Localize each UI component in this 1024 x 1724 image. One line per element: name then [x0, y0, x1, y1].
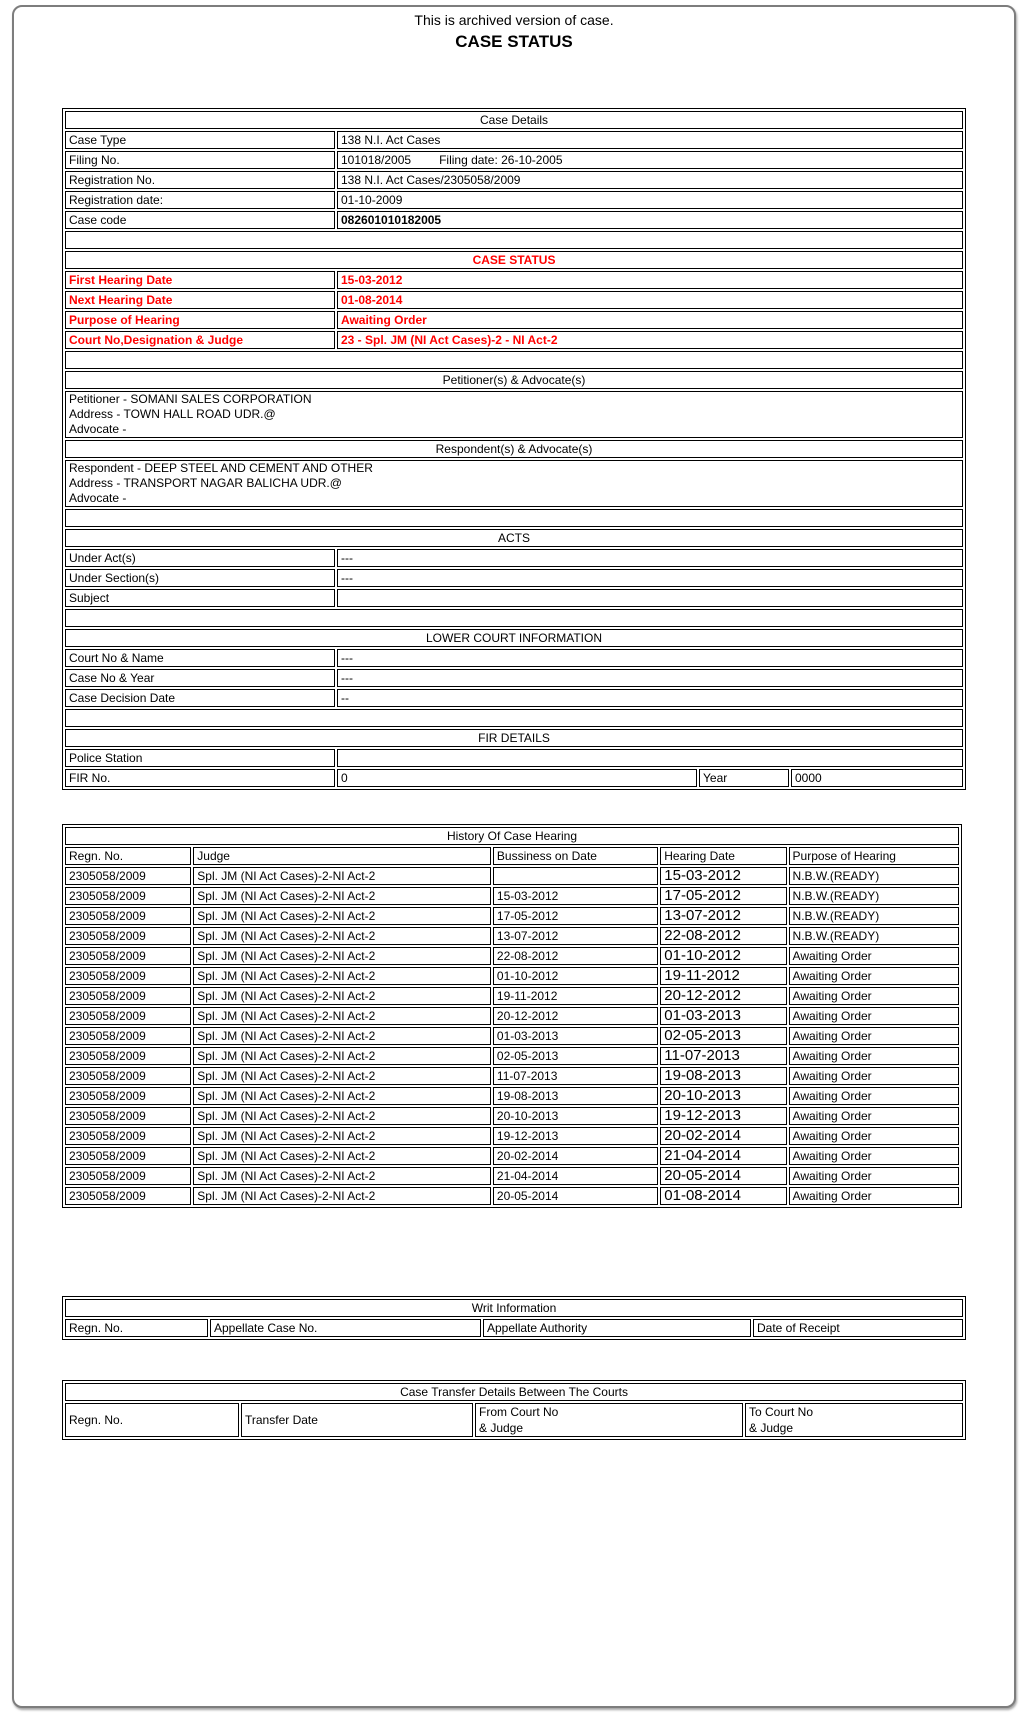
history-business-date-cell: 20-12-2012: [493, 1007, 658, 1025]
table-row: [65, 569, 963, 587]
case-details-header-row: [65, 111, 963, 129]
history-purpose-cell: Awaiting Order: [789, 1007, 959, 1025]
col-header-purpose: Purpose of Hearing: [789, 847, 959, 865]
page-title: CASE STATUS: [455, 32, 573, 51]
history-purpose-cell: Awaiting Order: [789, 1127, 959, 1145]
history-row: [65, 947, 959, 965]
spacer-cell: [65, 609, 963, 627]
to-court-line2: & Judge: [749, 1421, 794, 1435]
table-row: [65, 311, 963, 329]
spacer-cell: [65, 351, 963, 369]
history-hearing-date-cell: 20-02-2014: [660, 1127, 786, 1145]
history-row: [65, 1027, 959, 1045]
case-transfer-header: Case Transfer Details Between The Courts: [65, 1383, 963, 1401]
history-regn-cell: 2305058/2009: [65, 1107, 191, 1125]
respondent-row: [65, 460, 963, 507]
history-row: [65, 967, 959, 985]
history-hearing-date-cell: 11-07-2013: [660, 1047, 786, 1065]
court-no-name-label: Court No & Name: [65, 649, 335, 667]
history-hearing-date-cell: 17-05-2012: [660, 887, 786, 905]
history-hearing-date-cell: 19-12-2013: [660, 1107, 786, 1125]
table-row: [65, 211, 963, 229]
under-acts-value: ---: [337, 549, 963, 567]
table-row: [65, 191, 963, 209]
history-business-date-cell: 17-05-2012: [493, 907, 658, 925]
history-business-date-cell: 01-10-2012: [493, 967, 658, 985]
history-purpose-cell: Awaiting Order: [789, 1107, 959, 1125]
history-business-date-cell: 02-05-2013: [493, 1047, 658, 1065]
history-hearing-date-cell: 01-08-2014: [660, 1187, 786, 1205]
case-transfer-table: [62, 1380, 966, 1440]
history-judge-cell: Spl. JM (NI Act Cases)-2-NI Act-2: [193, 1107, 491, 1125]
col-header-to-court: [745, 1403, 963, 1437]
spacer-row: [65, 509, 963, 527]
history-row: [65, 927, 959, 945]
history-judge-cell: Spl. JM (NI Act Cases)-2-NI Act-2: [193, 987, 491, 1005]
history-purpose-cell: Awaiting Order: [789, 1067, 959, 1085]
history-row: [65, 1107, 959, 1125]
case-type-label: Case Type: [65, 131, 335, 149]
spacer-row: [65, 351, 963, 369]
case-status-header: CASE STATUS: [65, 251, 963, 269]
history-purpose-cell: Awaiting Order: [789, 947, 959, 965]
case-decision-date-label: Case Decision Date: [65, 689, 335, 707]
history-business-date-cell: 19-11-2012: [493, 987, 658, 1005]
history-purpose-cell: N.B.W.(READY): [789, 887, 959, 905]
case-main-table: [62, 108, 966, 790]
acts-header: ACTS: [65, 529, 963, 547]
history-hearing-date-cell: 20-10-2013: [660, 1087, 786, 1105]
col-header-appellate-case-no: Appellate Case No.: [210, 1319, 481, 1337]
first-hearing-date-value: 15-03-2012: [337, 271, 963, 289]
history-row: [65, 1147, 959, 1165]
col-header-hearing-date: Hearing Date: [660, 847, 786, 865]
history-row: [65, 1127, 959, 1145]
under-acts-label: Under Act(s): [65, 549, 335, 567]
respondent-address: Address - TRANSPORT NAGAR BALICHA UDR.@: [69, 476, 342, 490]
table-row: [65, 689, 963, 707]
case-no-year-value: ---: [337, 669, 963, 687]
history-of-case-hearing-table: [62, 824, 962, 1208]
history-purpose-cell: Awaiting Order: [789, 1027, 959, 1045]
table-row: [65, 669, 963, 687]
history-hearing-date-cell: 19-11-2012: [660, 967, 786, 985]
table-row: [65, 589, 963, 607]
under-sections-value: ---: [337, 569, 963, 587]
history-row: [65, 987, 959, 1005]
history-purpose-cell: Awaiting Order: [789, 1147, 959, 1165]
spacer-row: [65, 609, 963, 627]
history-row: [65, 1087, 959, 1105]
petitioner-header: Petitioner(s) & Advocate(s): [65, 371, 963, 389]
history-column-header-row: [65, 847, 959, 865]
history-hearing-date-cell: 19-08-2013: [660, 1067, 786, 1085]
col-header-from-court: [475, 1403, 743, 1437]
history-business-date-cell: 22-08-2012: [493, 947, 658, 965]
registration-no-label: Registration No.: [65, 171, 335, 189]
table-row: [65, 291, 963, 309]
transfer-column-header-row: [65, 1403, 963, 1437]
court-designation-judge-value: 23 - Spl. JM (NI Act Cases)-2 - NI Act-2: [337, 331, 963, 349]
respondent-header-row: [65, 440, 963, 458]
subject-label: Subject: [65, 589, 335, 607]
fir-header-row: [65, 729, 963, 747]
table-row: [65, 649, 963, 667]
respondent-block: [65, 460, 963, 507]
history-regn-cell: 2305058/2009: [65, 1007, 191, 1025]
writ-header-row: [65, 1299, 963, 1317]
history-row: [65, 887, 959, 905]
history-purpose-cell: N.B.W.(READY): [789, 867, 959, 885]
petitioner-header-row: [65, 371, 963, 389]
case-decision-date-value: --: [337, 689, 963, 707]
history-judge-cell: Spl. JM (NI Act Cases)-2-NI Act-2: [193, 1147, 491, 1165]
subject-value: [337, 589, 963, 607]
history-regn-cell: 2305058/2009: [65, 927, 191, 945]
case-code-value: 082601010182005: [337, 211, 963, 229]
history-regn-cell: 2305058/2009: [65, 1027, 191, 1045]
transfer-header-row: [65, 1383, 963, 1401]
under-sections-label: Under Section(s): [65, 569, 335, 587]
lower-court-header-row: [65, 629, 963, 647]
petitioner-row: [65, 391, 963, 438]
purpose-of-hearing-label: Purpose of Hearing: [65, 311, 335, 329]
petitioner-address: Address - TOWN HALL ROAD UDR.@: [69, 407, 276, 421]
history-business-date-cell: 21-04-2014: [493, 1167, 658, 1185]
spacer-cell: [65, 709, 963, 727]
history-business-date-cell: 01-03-2013: [493, 1027, 658, 1045]
history-regn-cell: 2305058/2009: [65, 1167, 191, 1185]
history-regn-cell: 2305058/2009: [65, 1187, 191, 1205]
history-judge-cell: Spl. JM (NI Act Cases)-2-NI Act-2: [193, 1067, 491, 1085]
table-row: [65, 271, 963, 289]
col-header-date-of-receipt: Date of Receipt: [753, 1319, 963, 1337]
history-hearing-date-cell: 22-08-2012: [660, 927, 786, 945]
history-judge-cell: Spl. JM (NI Act Cases)-2-NI Act-2: [193, 887, 491, 905]
case-no-year-label: Case No & Year: [65, 669, 335, 687]
table-row: [65, 749, 963, 767]
history-regn-cell: 2305058/2009: [65, 887, 191, 905]
history-business-date-cell: 11-07-2013: [493, 1067, 658, 1085]
fir-year-label: Year: [699, 769, 789, 787]
history-row: [65, 867, 959, 885]
filing-date: Filing date: 26-10-2005: [439, 153, 563, 167]
registration-date-label: Registration date:: [65, 191, 335, 209]
fir-details-header: FIR DETAILS: [65, 729, 963, 747]
fir-no-value: 0: [337, 769, 697, 787]
case-details-header: Case Details: [65, 111, 963, 129]
history-hearing-date-cell: 20-05-2014: [660, 1167, 786, 1185]
history-regn-cell: 2305058/2009: [65, 1047, 191, 1065]
case-type-value: 138 N.I. Act Cases: [337, 131, 963, 149]
purpose-of-hearing-value: Awaiting Order: [337, 311, 963, 329]
registration-no-value: 138 N.I. Act Cases/2305058/2009: [337, 171, 963, 189]
history-hearing-date-cell: 02-05-2013: [660, 1027, 786, 1045]
history-business-date-cell: 19-08-2013: [493, 1087, 658, 1105]
history-judge-cell: Spl. JM (NI Act Cases)-2-NI Act-2: [193, 1047, 491, 1065]
case-status-header-row: [65, 251, 963, 269]
history-judge-cell: Spl. JM (NI Act Cases)-2-NI Act-2: [193, 927, 491, 945]
history-row: [65, 1047, 959, 1065]
history-judge-cell: Spl. JM (NI Act Cases)-2-NI Act-2: [193, 947, 491, 965]
col-header-appellate-authority: Appellate Authority: [483, 1319, 751, 1337]
from-court-line2: & Judge: [479, 1421, 524, 1435]
case-status-card: [12, 5, 1016, 1708]
history-judge-cell: Spl. JM (NI Act Cases)-2-NI Act-2: [193, 907, 491, 925]
table-row: [65, 331, 963, 349]
history-row: [65, 1167, 959, 1185]
col-header-transfer-date: Transfer Date: [241, 1403, 473, 1437]
col-header-business-on-date: Bussiness on Date: [493, 847, 658, 865]
filing-no-value: [337, 151, 963, 169]
history-regn-cell: 2305058/2009: [65, 1087, 191, 1105]
history-hearing-date-cell: 15-03-2012: [660, 867, 786, 885]
history-regn-cell: 2305058/2009: [65, 1067, 191, 1085]
history-purpose-cell: N.B.W.(READY): [789, 907, 959, 925]
spacer-cell: [65, 231, 963, 249]
history-regn-cell: 2305058/2009: [65, 967, 191, 985]
history-hearing-date-cell: 21-04-2014: [660, 1147, 786, 1165]
to-court-line1: To Court No: [749, 1405, 814, 1419]
history-judge-cell: Spl. JM (NI Act Cases)-2-NI Act-2: [193, 1087, 491, 1105]
history-regn-cell: 2305058/2009: [65, 1147, 191, 1165]
history-judge-cell: Spl. JM (NI Act Cases)-2-NI Act-2: [193, 867, 491, 885]
col-header-transfer-regn-no: Regn. No.: [65, 1403, 239, 1437]
respondent-header: Respondent(s) & Advocate(s): [65, 440, 963, 458]
history-business-date-cell: 15-03-2012: [493, 887, 658, 905]
next-hearing-date-label: Next Hearing Date: [65, 291, 335, 309]
history-judge-cell: Spl. JM (NI Act Cases)-2-NI Act-2: [193, 1167, 491, 1185]
petitioner-block: [65, 391, 963, 438]
history-business-date-cell: 20-02-2014: [493, 1147, 658, 1165]
spacer-cell: [65, 509, 963, 527]
acts-header-row: [65, 529, 963, 547]
writ-column-header-row: [65, 1319, 963, 1337]
writ-information-table: [62, 1296, 966, 1340]
col-header-writ-regn-no: Regn. No.: [65, 1319, 208, 1337]
history-purpose-cell: Awaiting Order: [789, 1187, 959, 1205]
history-hearing-date-cell: 20-12-2012: [660, 987, 786, 1005]
next-hearing-date-value: 01-08-2014: [337, 291, 963, 309]
table-row: [65, 549, 963, 567]
history-business-date-cell: 13-07-2012: [493, 927, 658, 945]
history-purpose-cell: Awaiting Order: [789, 987, 959, 1005]
history-hearing-date-cell: 13-07-2012: [660, 907, 786, 925]
table-row: [65, 131, 963, 149]
archived-note: This is archived version of case.: [414, 12, 614, 28]
fir-no-label: FIR No.: [65, 769, 335, 787]
table-row: [65, 171, 963, 189]
history-judge-cell: Spl. JM (NI Act Cases)-2-NI Act-2: [193, 967, 491, 985]
history-hearing-date-cell: 01-03-2013: [660, 1007, 786, 1025]
history-row: [65, 907, 959, 925]
history-row: [65, 1187, 959, 1205]
history-regn-cell: 2305058/2009: [65, 947, 191, 965]
first-hearing-date-label: First Hearing Date: [65, 271, 335, 289]
history-purpose-cell: Awaiting Order: [789, 967, 959, 985]
history-business-date-cell: 19-12-2013: [493, 1127, 658, 1145]
history-business-date-cell: [493, 867, 658, 885]
history-business-date-cell: 20-10-2013: [493, 1107, 658, 1125]
petitioner-name: Petitioner - SOMANI SALES CORPORATION: [69, 392, 312, 406]
table-row: [65, 769, 963, 787]
case-code-label: Case code: [65, 211, 335, 229]
history-regn-cell: 2305058/2009: [65, 907, 191, 925]
history-row: [65, 1007, 959, 1025]
history-header: History Of Case Hearing: [65, 827, 959, 845]
table-row: [65, 151, 963, 169]
spacer-row: [65, 231, 963, 249]
history-header-row: [65, 827, 959, 845]
history-regn-cell: 2305058/2009: [65, 1127, 191, 1145]
respondent-advocate: Advocate -: [69, 491, 127, 505]
respondent-name: Respondent - DEEP STEEL AND CEMENT AND OTHER: [69, 461, 373, 475]
history-hearing-date-cell: 01-10-2012: [660, 947, 786, 965]
lower-court-header: LOWER COURT INFORMATION: [65, 629, 963, 647]
registration-date-value: 01-10-2009: [337, 191, 963, 209]
police-station-value: [337, 749, 963, 767]
police-station-label: Police Station: [65, 749, 335, 767]
court-designation-judge-label: Court No,Designation & Judge: [65, 331, 335, 349]
col-header-judge: Judge: [193, 847, 491, 865]
history-regn-cell: 2305058/2009: [65, 867, 191, 885]
history-purpose-cell: Awaiting Order: [789, 1087, 959, 1105]
history-regn-cell: 2305058/2009: [65, 987, 191, 1005]
history-judge-cell: Spl. JM (NI Act Cases)-2-NI Act-2: [193, 1027, 491, 1045]
history-purpose-cell: N.B.W.(READY): [789, 927, 959, 945]
from-court-line1: From Court No: [479, 1405, 559, 1419]
history-purpose-cell: Awaiting Order: [789, 1167, 959, 1185]
filing-no-label: Filing No.: [65, 151, 335, 169]
filing-no: 101018/2005: [341, 153, 412, 167]
fir-year-value: 0000: [791, 769, 963, 787]
history-judge-cell: Spl. JM (NI Act Cases)-2-NI Act-2: [193, 1187, 491, 1205]
history-business-date-cell: 20-05-2014: [493, 1187, 658, 1205]
history-row: [65, 1067, 959, 1085]
spacer-row: [65, 709, 963, 727]
history-purpose-cell: Awaiting Order: [789, 1047, 959, 1065]
history-judge-cell: Spl. JM (NI Act Cases)-2-NI Act-2: [193, 1007, 491, 1025]
history-judge-cell: Spl. JM (NI Act Cases)-2-NI Act-2: [193, 1127, 491, 1145]
writ-information-header: Writ Information: [65, 1299, 963, 1317]
col-header-regn-no: Regn. No.: [65, 847, 191, 865]
petitioner-advocate: Advocate -: [69, 422, 127, 436]
court-no-name-value: ---: [337, 649, 963, 667]
